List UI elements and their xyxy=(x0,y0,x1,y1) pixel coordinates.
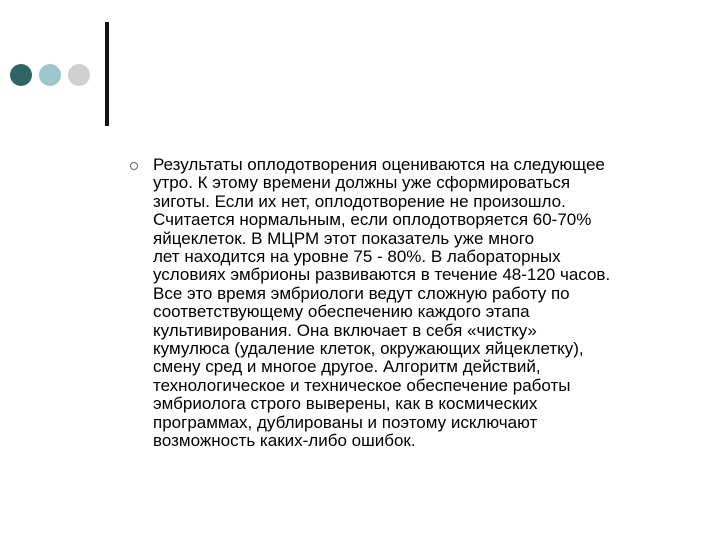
gray-dot xyxy=(68,64,90,86)
vertical-divider-line xyxy=(105,22,109,126)
dark-teal-dot xyxy=(10,64,32,86)
decorative-dots xyxy=(10,64,96,86)
bullet-icon xyxy=(130,162,138,170)
bullet-text: Результаты оплодотворения оцениваются на следующее утро. К этому времени должны уже сформироваться зиготы. Если их нет, оплодотворение не произошло. Считается нормальным, если оплодотворяется 60-70% яйцеклеток. В МЦРМ этот показатель уже много лет находится на уровне 75 - 80%. В лабораторных условиях эмбрионы развиваются в течение 48-120 часов. Все это время эмбриологи ведут сложную работу по соответствующему обеспечению каждого этапа культивирования. Она включает в себя «чистку» кумулюса (удаление клеток, окружающих яйцеклетку), смену сред и многое другое. Алгоритм действий, технологическое и техническое обеспечение работы эмбриолога строго выверены, как в космических программах, дублированы и поэтому исключают возможность каких-либо ошибок. xyxy=(153,155,611,451)
light-blue-dot xyxy=(39,64,61,86)
